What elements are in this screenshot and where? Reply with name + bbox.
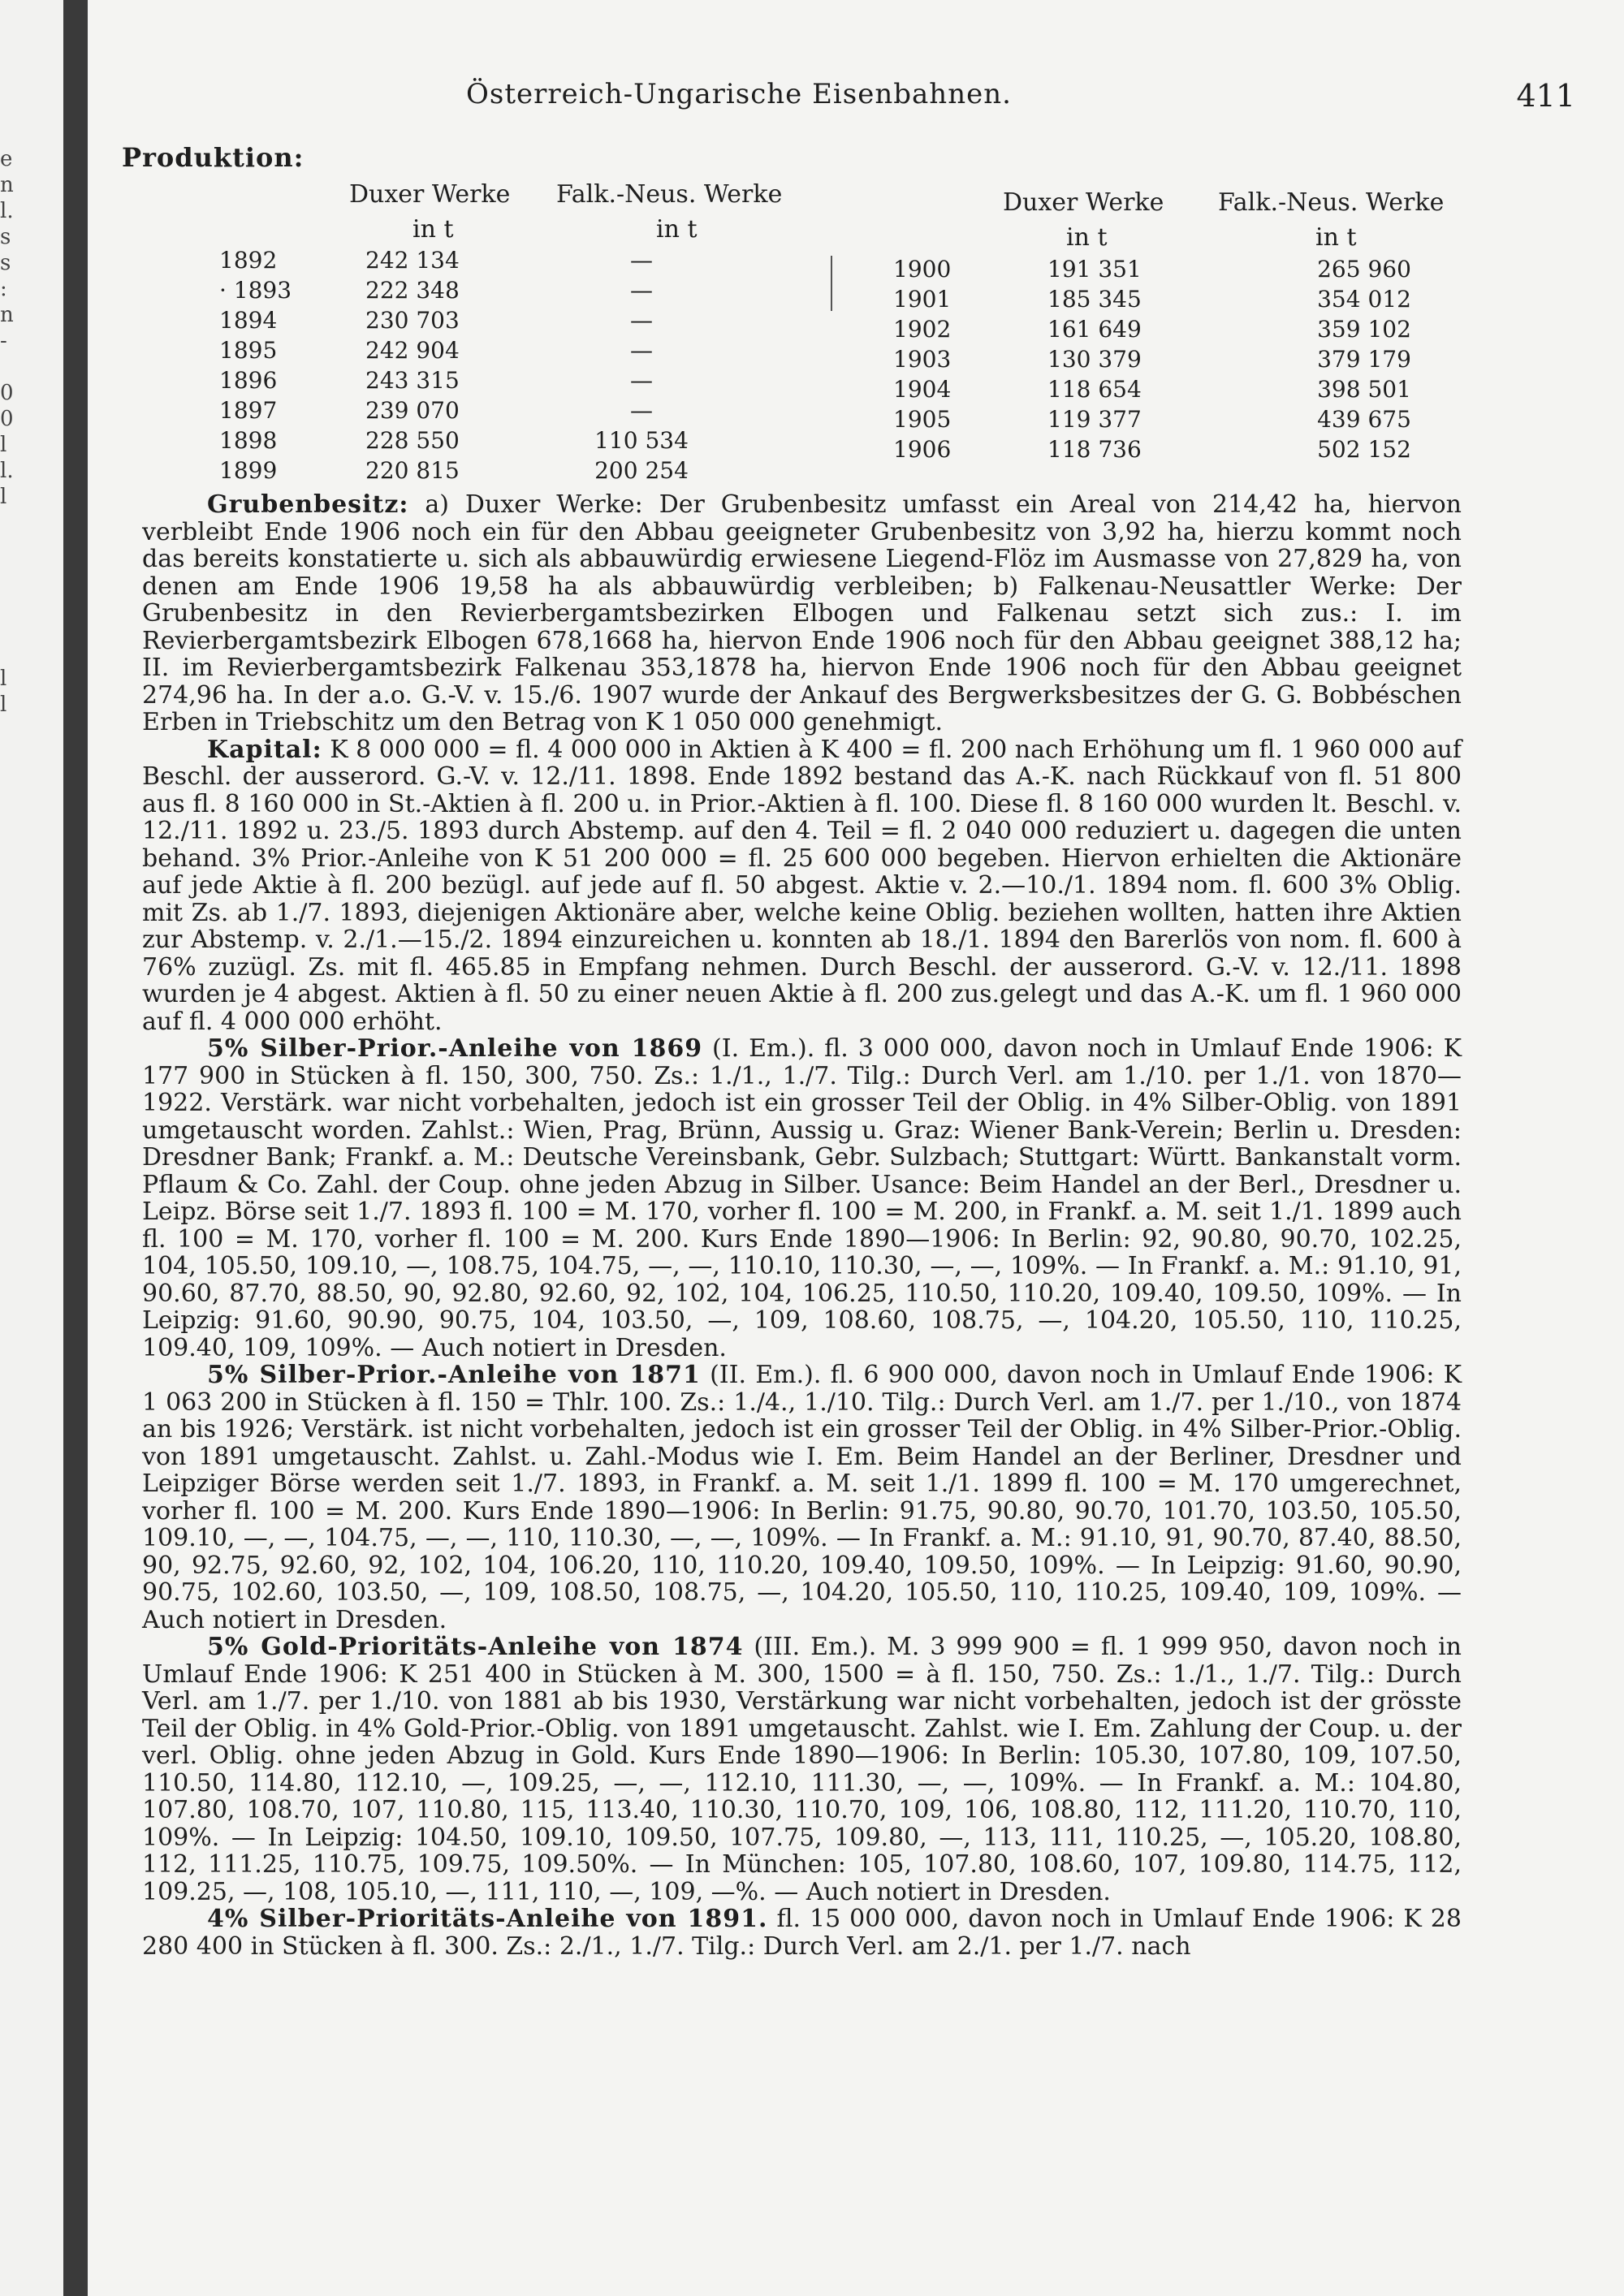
fragment: s xyxy=(0,225,11,249)
fragment: n xyxy=(0,303,14,327)
left-col2-header: Falk.-Neus. Werke xyxy=(556,180,783,209)
fragment: l xyxy=(0,667,7,691)
table-row xyxy=(219,365,747,395)
duxer-cell: 118 654 xyxy=(1047,376,1142,403)
duxer-cell: 130 379 xyxy=(1047,346,1142,373)
duxer-cell: 228 550 xyxy=(365,427,460,454)
fragment: n xyxy=(0,173,14,197)
table-row xyxy=(219,245,747,275)
section-label: Kapital: xyxy=(207,735,322,764)
year-cell: 1899 xyxy=(219,457,278,484)
fragment: l. xyxy=(0,199,14,223)
right-col1-unit: in t xyxy=(1066,223,1108,252)
duxer-cell: 242 134 xyxy=(365,247,460,274)
falk-cell: 265 960 xyxy=(1317,256,1411,283)
duxer-cell: 222 348 xyxy=(365,277,460,304)
year-cell: 1900 xyxy=(893,256,952,283)
right-col2-unit: in t xyxy=(1315,223,1357,252)
table-row xyxy=(219,425,747,455)
duxer-cell: 243 315 xyxy=(365,367,460,394)
fragment: s xyxy=(0,251,11,275)
fragment: l. xyxy=(0,459,14,483)
left-col2-unit: in t xyxy=(656,215,698,244)
year-cell: · 1893 xyxy=(219,277,292,304)
duxer-cell: 242 904 xyxy=(365,337,460,364)
falk-cell: 359 102 xyxy=(1317,316,1411,343)
production-table-left xyxy=(219,245,747,486)
falk-cell: — xyxy=(630,307,653,334)
fragment: 0 xyxy=(0,407,14,431)
section-text: K 8 000 000 = fl. 4 000 000 in Aktien à K 400 = fl. 200 nach Erhöhung um fl. 1 960 000 auf Beschl. der ausserord. G.-V. v. 12./11. 1898. Ende 1892 bestand das A.-K. nach Rückkauf von fl. 51 800 aus fl. 8 160 000 in St.-Aktien à fl. 200 u. in Prior.-Aktien à fl. 100. Diese fl. 8 160 000 wurden lt. Beschl. v. 12./11. 1892 u. 23./5. 1893 durch Abstemp. auf den 4. Teil = fl. 2 040 000 reduziert u. dagegen die unten behand. 3% Prior.-Anleihe von K 51 200 000 = fl. 25 600 000 begeben. Hiervon erhielten die Aktionäre auf jede Aktie à fl. 200 bezügl. auf jede auf fl. 50 abgest. Aktie v. 2.—10./1. 1894 nom. fl. 600 3% Oblig. mit Zs. ab 1./7. 1893, diejenigen Aktionäre aber, welche keine Oblig. beziehen wollten, hatten ihre Aktien zur Abstemp. v. 2./1.—15./2. 1894 einzureichen u. konnten ab 18./1. 1894 den Barerlös von nom. fl. 600 à 76% zuzügl. Zs. mit fl. 465.85 in Empfang nehmen. Durch Beschl. der ausserord. G.-V. v. 12./11. 1898 wurden je 4 abgest. Aktien à fl. 50 zu einer neuen Aktie à fl. 200 zus.gelegt und das A.-K. um fl. 1 960 000 auf fl. 4 000 000 erhöht. xyxy=(142,735,1462,1036)
paragraph-kapital xyxy=(142,736,1462,1036)
table-row xyxy=(893,284,1478,314)
facing-page-edge xyxy=(0,0,65,2296)
year-cell: 1902 xyxy=(893,316,952,343)
falk-cell: 379 179 xyxy=(1317,346,1411,373)
fragment xyxy=(0,640,24,666)
page-number: 411 xyxy=(1516,78,1575,114)
paragraph-anleihe-1891 xyxy=(142,1905,1462,1960)
section-label: Grubenbesitz: xyxy=(207,490,409,519)
section-text: (III. Em.). M. 3 999 900 = fl. 1 999 950, davon noch in Umlauf Ende 1906: K 251 400 in Stücken à M. 300, 1500 = à fl. 150, 750. Zs.: 1./1., 1./7. Tilg.: Durch Verl. am 1./7. per 1./10. von 1881 ab bis 1930, Verstärkung war nicht vorbehalten, jedoch ist der grösste Teil der Oblig. in 4% Gold-Prior.-Oblig. von 1891 umgetauscht. Zahlst. wie I. Em. Zahlung der Coup. u. der verl. Oblig. ohne jeden Abzug in Gold. Kurs Ende 1890—1906: In Berlin: 105.30, 107.80, 109, 107.50, 110.50, 114.80, 112.10, —, 109.25, —, —, 112.10, 111.30, —, —, 109%. — In Frankf. a. M.: 104.80, 107.80, 108.70, 107, 110.80, 115, 113.40, 110.30, 110.70, 109, 106, 108.80, 112, 111.20, 110.70, 110, 109%. — In Leipzig: 104.50, 109.10, 109.50, 107.75, 109.80, —, 113, 111, 110.25, —, 105.20, 108.80, 112, 111.25, 110.75, 109.75, 109.50%. — In München: 105, 107.80, 108.60, 107, 109.80, 114.75, 112, 109.25, —, 108, 105.10, —, 111, 110, —, 109, —%. — Auch notiert in Dresden. xyxy=(142,1633,1462,1906)
falk-cell: — xyxy=(630,277,653,304)
fragment xyxy=(0,354,24,380)
left-col1-unit: in t xyxy=(412,215,454,244)
duxer-cell: 161 649 xyxy=(1047,316,1142,343)
year-cell: 1896 xyxy=(219,367,278,394)
fragment xyxy=(0,536,24,562)
table-row xyxy=(893,254,1478,284)
table-row xyxy=(893,434,1478,464)
right-col1-header: Duxer Werke xyxy=(1003,188,1164,217)
year-cell: 1904 xyxy=(893,376,952,403)
section-text: fl. 15 000 000, davon noch in Umlauf Ende 1906: K 28 280 400 in Stücken à fl. 300. Zs.: 2./1., 1./7. Tilg.: Durch Verl. am 2./1. per 1./7. nach xyxy=(142,1905,1462,1961)
falk-cell: 110 534 xyxy=(594,427,689,454)
production-heading: Produktion: xyxy=(122,142,304,173)
table-row xyxy=(219,305,747,335)
falk-cell: — xyxy=(630,337,653,364)
paragraph-anleihe-1869 xyxy=(142,1035,1462,1362)
duxer-cell: 239 070 xyxy=(365,397,460,424)
body-text xyxy=(142,491,1462,1960)
year-cell: 1901 xyxy=(893,286,952,313)
year-cell: 1892 xyxy=(219,247,278,274)
duxer-cell: 118 736 xyxy=(1047,436,1142,463)
paragraph-anleihe-1871 xyxy=(142,1362,1462,1634)
paragraph-grubenbesitz xyxy=(142,491,1462,736)
table-row xyxy=(219,275,747,305)
fragment: l xyxy=(0,485,7,509)
section-label: 5% Silber-Prior.-Anleihe von 1871 xyxy=(207,1361,701,1389)
table-row xyxy=(893,404,1478,434)
fragment: - xyxy=(0,329,7,353)
section-text: a) Duxer Werke: Der Grubenbesitz umfasst ein Areal von 214,42 ha, hiervon verbleibt Ende 1906 noch ein für den Abbau geeigneter Grubenbesitz von 3,92 ha, hierzu kommt noch das bereits konstatierte u. sich als abbauwürdig erwiesene Liegend-Flöz im Ausmasse von 27,829 ha, von denen am Ende 1906 19,58 ha als abbauwürdig verbleiben; b) Falkenau-Neusattler Werke: Der Grubenbesitz in den Revierbergamtsbezirken Elbogen und Falkenau setzt sich zus.: I. im Revierbergamtsbezirk Elbogen 678,1668 ha, hiervon Ende 1906 noch für den Abbau geeignet 388,12 ha; II. im Revierbergamtsbezirk Falkenau 353,1878 ha, hiervon Ende 1906 noch für den Abbau geeignet 274,96 ha. In der a.o. G.-V. v. 15./6. 1907 wurde der Ankauf des Bergwerksbesitzes der G. G. Bobbéschen Erben in Triebschitz um den Betrag von K 1 050 000 genehmigt. xyxy=(142,490,1462,736)
facing-page-fragments xyxy=(0,146,24,718)
production-table-right xyxy=(893,254,1478,464)
table-row xyxy=(893,314,1478,344)
section-label: 5% Silber-Prior.-Anleihe von 1869 xyxy=(207,1034,703,1063)
table-row xyxy=(893,374,1478,404)
duxer-cell: 230 703 xyxy=(365,307,460,334)
duxer-cell: 185 345 xyxy=(1047,286,1142,313)
table-divider xyxy=(831,256,832,311)
fragment: 0 xyxy=(0,381,14,405)
fragment: l xyxy=(0,433,7,457)
year-cell: 1903 xyxy=(893,346,952,373)
duxer-cell: 119 377 xyxy=(1047,406,1142,433)
book-spine xyxy=(63,0,88,2296)
year-cell: 1906 xyxy=(893,436,952,463)
fragment xyxy=(0,588,24,614)
year-cell: 1905 xyxy=(893,406,952,433)
table-row xyxy=(219,335,747,365)
falk-cell: — xyxy=(630,367,653,394)
year-cell: 1894 xyxy=(219,307,278,334)
fragment xyxy=(0,510,24,536)
falk-cell: 200 254 xyxy=(594,457,689,484)
duxer-cell: 191 351 xyxy=(1047,256,1142,283)
year-cell: 1897 xyxy=(219,397,278,424)
fragment: e xyxy=(0,147,13,171)
section-label: 5% Gold-Prioritäts-Anleihe von 1874 xyxy=(207,1633,744,1661)
fragment: : xyxy=(0,277,7,301)
falk-cell: 398 501 xyxy=(1317,376,1411,403)
fragment xyxy=(0,614,24,640)
table-row xyxy=(893,344,1478,374)
table-row xyxy=(219,395,747,425)
section-text: (I. Em.). fl. 3 000 000, davon noch in Umlauf Ende 1906: K 177 900 in Stücken à fl. 150, 300, 750. Zs.: 1./1., 1./7. Tilg.: Durch Verl. am 1./10. per 1./1. von 1870—1922. Verstärk. war nicht vorbehalten, jedoch ist ein grosser Teil der Oblig. in 4% Silber-Oblig. von 1891 umgetauscht worden. Zahlst.: Wien, Prag, Brünn, Aussig u. Graz: Wiener Bank-Verein; Berlin u. Dresden: Dresdner Bank; Frankf. a. M.: Deutsche Vereinsbank, Gebr. Sulzbach; Stuttgart: Württ. Bankanstalt vorm. Pflaum & Co. Zahl. der Coup. ohne jeden Abzug in Silber. Usance: Beim Handel an der Berl., Dresdner u. Leipz. Börse seit 1./7. 1893 fl. 100 = M. 170, vorher fl. 100 = M. 200, in Frankf. a. M. seit 1./1. 1899 auch fl. 100 = M. 170, vorher fl. 100 = M. 200. Kurs Ende 1890—1906: In Berlin: 92, 90.80, 90.70, 102.25, 104, 105.50, 109.10, —, 108.75, 104.75, —, —, 110.10, 110.30, —, —, 109%. — In Frankf. a. M.: 91.10, 91, 90.60, 87.70, 88.50, 90, 92.80, 92.60, 92, 102, 104, 106.25, 110.50, 110.20, 109.40, 109.50, 109%. — In Leipzig: 91.60, 90.90, 90.75, 104, 103.50, —, 109, 108.60, 108.75, —, 104.20, 105.50, 110, 110.25, 109.40, 109, 109%. — Auch notiert in Dresden. xyxy=(142,1034,1462,1362)
falk-cell: — xyxy=(630,397,653,424)
section-label: 4% Silber-Prioritäts-Anleihe von 1891. xyxy=(207,1905,768,1933)
falk-cell: — xyxy=(630,247,653,274)
fragment: l xyxy=(0,693,7,717)
falk-cell: 354 012 xyxy=(1317,286,1411,313)
falk-cell: 502 152 xyxy=(1317,436,1411,463)
running-title: Österreich-Ungarische Eisenbahnen. xyxy=(466,78,1012,110)
left-col1-header: Duxer Werke xyxy=(349,180,511,209)
fragment xyxy=(0,562,24,588)
section-text: (II. Em.). fl. 6 900 000, davon noch in Umlauf Ende 1906: K 1 063 200 in Stücken à fl. 150 = Thlr. 100. Zs.: 1./4., 1./10. Tilg.: Durch Verl. am 1./7. per 1./10., von 1874 an bis 1926; Verstärk. ist nicht vorbehalten, jedoch ist ein grosser Teil der Oblig. in 4% Silber-Prior.-Oblig. von 1891 umgetauscht. Zahlst. u. Zahl.-Modus wie I. Em. Beim Handel an der Berliner, Dresdner und Leipziger Börse werden seit 1./7. 1893, in Frankf. a. M. seit 1./1. 1899 fl. 100 = M. 170 umgerechnet, vorher fl. 100 = M. 200. Kurs Ende 1890—1906: In Berlin: 91.75, 90.80, 90.70, 101.70, 103.50, 105.50, 109.10, —, —, 104.75, —, —, 110, 110.30, —, —, 109%. — In Frankf. a. M.: 91.10, 91, 90.70, 87.40, 88.50, 90, 92.75, 92.60, 92, 102, 104, 106.20, 110, 110.20, 109.40, 109.50, 109%. — In Leipzig: 91.60, 90.90, 90.75, 102.60, 103.50, —, 109, 108.50, 108.75, —, 104.20, 105.50, 110, 110.25, 109.40, 109, 109%. — Auch notiert in Dresden. xyxy=(142,1361,1462,1634)
paragraph-anleihe-1874 xyxy=(142,1634,1462,1905)
right-col2-header: Falk.-Neus. Werke xyxy=(1218,188,1445,217)
table-row xyxy=(219,455,747,486)
year-cell: 1898 xyxy=(219,427,278,454)
duxer-cell: 220 815 xyxy=(365,457,460,484)
year-cell: 1895 xyxy=(219,337,278,364)
falk-cell: 439 675 xyxy=(1317,406,1411,433)
